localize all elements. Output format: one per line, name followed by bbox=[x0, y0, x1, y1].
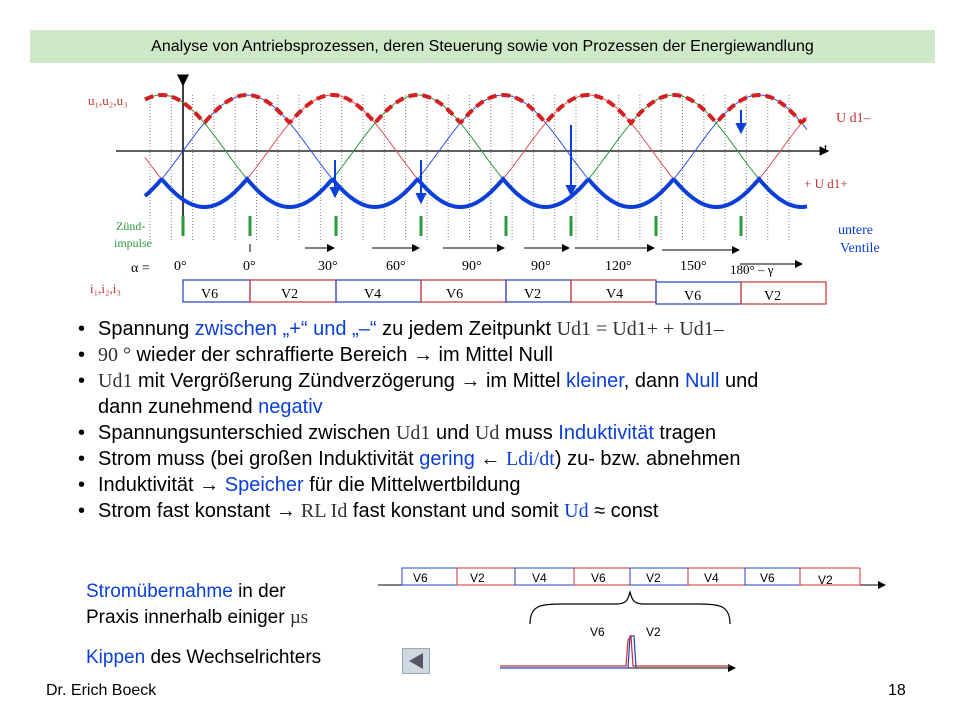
valve-conduction-strip bbox=[183, 280, 826, 304]
ud-plus-envelope bbox=[145, 179, 807, 207]
bullet-item: • Strom fast konstant → RL Id fast konstant und somit Ud ≈ const bbox=[78, 498, 938, 524]
lower-valve-label: V4 bbox=[704, 571, 719, 585]
lower-valve-label: V6 bbox=[591, 571, 606, 585]
page-number: 18 bbox=[888, 682, 906, 699]
note-praxis: Praxis innerhalb einiger µs bbox=[86, 607, 309, 628]
detail-current-v6 bbox=[500, 636, 636, 668]
lower-valve-label: V6 bbox=[413, 571, 428, 585]
bullet-item: • Strom muss (bei großen Induktivität gering ← Ldi/dt) zu- bzw. abnehmen bbox=[78, 446, 938, 472]
ventile-label: Ventile bbox=[840, 241, 880, 256]
valve-label: V2 bbox=[281, 287, 299, 302]
zuend-label: Zünd- bbox=[116, 219, 146, 233]
ud-minus-label: U d1– bbox=[836, 111, 871, 126]
detail-label-v6: V6 bbox=[590, 625, 605, 639]
valve-segment bbox=[741, 282, 826, 304]
lower-valve-segment bbox=[402, 568, 457, 585]
bullet-item: • Ud1 mit Vergrößerung Zündverzögerung → im Mittel kleiner, dann Null und dann zunehmend negativ bbox=[78, 368, 938, 420]
angle-label: 30° bbox=[318, 259, 338, 274]
zoom-brace bbox=[530, 592, 730, 624]
ud-plus-label: + U d1+ bbox=[804, 176, 848, 191]
ud-minus-envelope bbox=[145, 95, 807, 123]
angle-label: 90° bbox=[462, 259, 482, 274]
untere-label: untere bbox=[838, 223, 873, 238]
impulse-label: impulse bbox=[114, 236, 152, 250]
back-nav-button[interactable] bbox=[402, 648, 430, 674]
lower-valve-label: V2 bbox=[646, 571, 661, 585]
alpha-label: α = bbox=[131, 261, 150, 276]
angle-label: 60° bbox=[386, 259, 406, 274]
note-stromuebernahme: Stromübernahme in der bbox=[86, 581, 286, 602]
back-arrow-icon bbox=[409, 653, 423, 669]
footer-author: Dr. Erich Boeck bbox=[46, 682, 157, 699]
valve-label: V6 bbox=[684, 289, 702, 304]
bullet-list bbox=[78, 316, 938, 524]
angle-label: 90° bbox=[531, 259, 551, 274]
t-axis-label: t bbox=[824, 140, 828, 155]
valve-label: V4 bbox=[606, 287, 624, 302]
dotted-gridlines bbox=[150, 95, 789, 240]
angle-label: 0° bbox=[174, 259, 187, 274]
valve-label: V4 bbox=[364, 287, 382, 302]
valve-label: V6 bbox=[446, 287, 464, 302]
valve-label: V2 bbox=[764, 289, 782, 304]
valve-label: V6 bbox=[201, 287, 219, 302]
angle-label: 120° bbox=[605, 259, 632, 274]
lower-valve-label: V2 bbox=[818, 573, 833, 587]
bullet-item: • 90 ° wieder der schraffierte Bereich → im Mittel Null bbox=[78, 342, 938, 368]
detail-current-v2 bbox=[500, 636, 730, 666]
lower-valve-segment bbox=[457, 568, 515, 585]
valve-segment bbox=[421, 280, 506, 302]
note-kippen: Kippen des Wechselrichters bbox=[86, 647, 322, 668]
lower-valve-label: V6 bbox=[760, 571, 775, 585]
bullet-item: • Spannung zwischen „+“ und „–“ zu jedem Zeitpunkt Ud1 = Ud1+ + Ud1– bbox=[78, 316, 938, 342]
detail-label-v2: V2 bbox=[646, 625, 661, 639]
bullet-item: • Induktivität → Speicher für die Mittelwertbildung bbox=[78, 472, 938, 498]
i-axis-label: i₁,i₂,i₃ bbox=[90, 281, 121, 296]
firing-impulses bbox=[183, 216, 741, 236]
angle-label: 0° bbox=[243, 259, 256, 274]
angle-label: 150° bbox=[680, 259, 707, 274]
header-title: Analyse von Antriebsprozessen, deren Steuerung sowie von Prozessen der Energiewandlung bbox=[151, 37, 814, 55]
u-axis-label: u₁,u₂,u₃ bbox=[88, 93, 128, 108]
bullet-item: • Spannungsunterschied zwischen Ud1 und Ud muss Induktivität tragen bbox=[78, 420, 938, 446]
angle-label: 180° – γ bbox=[730, 262, 774, 277]
lower-valve-label: V4 bbox=[532, 571, 547, 585]
valve-label: V2 bbox=[524, 287, 542, 302]
lower-valve-label: V2 bbox=[470, 571, 485, 585]
